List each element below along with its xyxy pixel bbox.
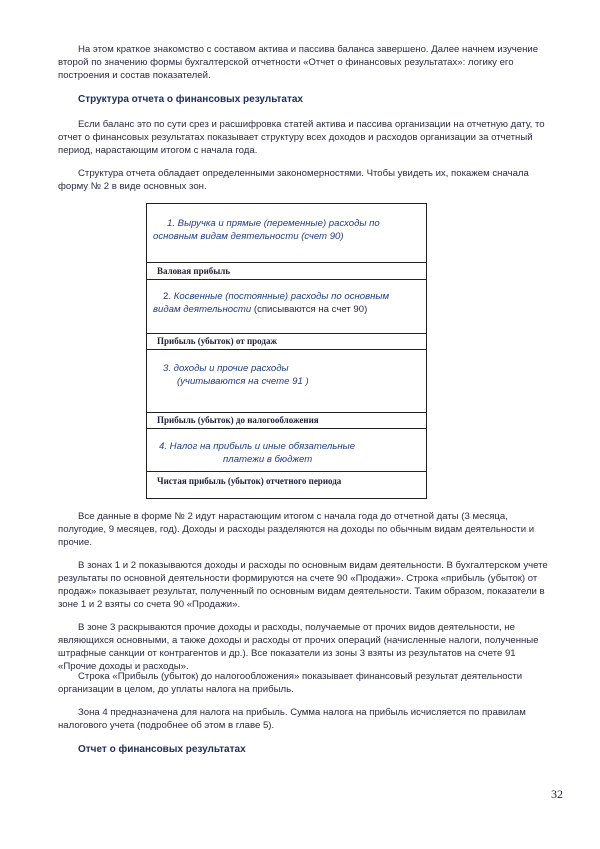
paragraph-pretax-line: Строка «Прибыль (убыток) до налогообложения» показывает финансовый результат деятельности организации в целом, до уплаты налога на прибыль.	[58, 671, 523, 695]
band-pretax-profit: Прибыль (убыток) до налогообложения	[157, 415, 319, 425]
zone-3-line-1: 3. доходы и прочие расходы	[163, 363, 289, 374]
paragraph-structure-intro: Структура отчета обладает определенными закономерностями. Чтобы увидеть их, покажем сначала форму № 2 в виде основных зон.	[58, 168, 529, 192]
band-divider-5	[147, 412, 426, 413]
band-net-profit: Чистая прибыль (убыток) отчетного периода	[157, 476, 342, 486]
band-divider-4	[147, 349, 426, 350]
zone-2-number: 2.	[163, 291, 172, 302]
band-divider-7	[147, 471, 426, 472]
report-zones-diagram	[146, 203, 427, 499]
band-sales-profit: Прибыль (убыток) от продаж	[157, 336, 277, 346]
intro-paragraph: На этом краткое знакомство с составом актива и пассива баланса завершено. Далее начнем изучение второй по значению формы бухгалтерской отчетности «Отчет о финансовых результатах»: логику его построения и состав показателей.	[58, 44, 539, 81]
paragraph-zone-3: В зоне 3 раскрываются прочие доходы и расходы, получаемые от прочих видов деятельности, не являющихся основными, а также доходы и расходы от прочих операций (начисленные налоги, полученные штрафные санкции от контрагентов и др.). Все показатели из зоны 3 взяты из результатов на счете 91 «Прочие доходы и расходы».	[58, 622, 539, 672]
paragraph-zones-1-2: В зонах 1 и 2 показываются доходы и расходы по основным видам деятельности. В бухгалтерском учете результаты по основной деятельности формируются на счете 90 «Продажи». Строка «прибыль (убыток) от продаж» показывает результат, полученный по основным видам деятельности. Таким образом, показатели в зоне 1 и 2 взяты со счета 90 «Продажи».	[58, 560, 548, 610]
zone-1-text: 1. Выручка и прямые (переменные) расходы по основным видам деятельности (счет 90)	[153, 218, 380, 242]
band-divider-1	[147, 262, 426, 263]
zone-2-description: Косвенные (постоянные) расходы по основным видам деятельности	[153, 291, 390, 315]
paragraph-zone-4: Зона 4 предназначена для налога на прибыль. Сумма налога на прибыль исчисляется по правилам налогового учета (подробнее об этом в главе 5).	[58, 707, 526, 731]
paragraph-cumulative-data: Все данные в форме № 2 идут нарастающим итогом с начала года до отчетной даты (3 месяца, полугодие, 9 месяцев, год). Доходы и расходы разделяются на доходы по обычным видам деятельности и прочие.	[58, 511, 535, 548]
zone-2-note: (списываются на счет 90)	[253, 304, 368, 315]
paragraph-balance-vs-report: Если баланс это по сути срез и расшифровка статей актива и пассива организации на отчетную дату, то отчет о финансовых результатах показывает структуру всех доходов и расходов организации за отчетный период, нарастающим итогом с начала года.	[58, 119, 545, 156]
section-heading-report: Отчет о финансовых результатах	[78, 744, 246, 755]
zone-3-line-2: (учитываются на счете 91 )	[177, 376, 309, 387]
zone-4-line-2: платежи в бюджет	[223, 454, 313, 465]
zone-2-text	[153, 290, 413, 316]
band-divider-6	[147, 428, 426, 429]
zone-4-line-1: 4. Налог на прибыль и иные обязательные	[159, 441, 356, 452]
band-divider-2	[147, 279, 426, 280]
page-number: 32	[551, 787, 563, 801]
band-divider-3	[147, 333, 426, 334]
section-heading-structure: Структура отчета о финансовых результатах	[78, 94, 303, 105]
band-gross-profit: Валовая прибыль	[157, 266, 231, 276]
